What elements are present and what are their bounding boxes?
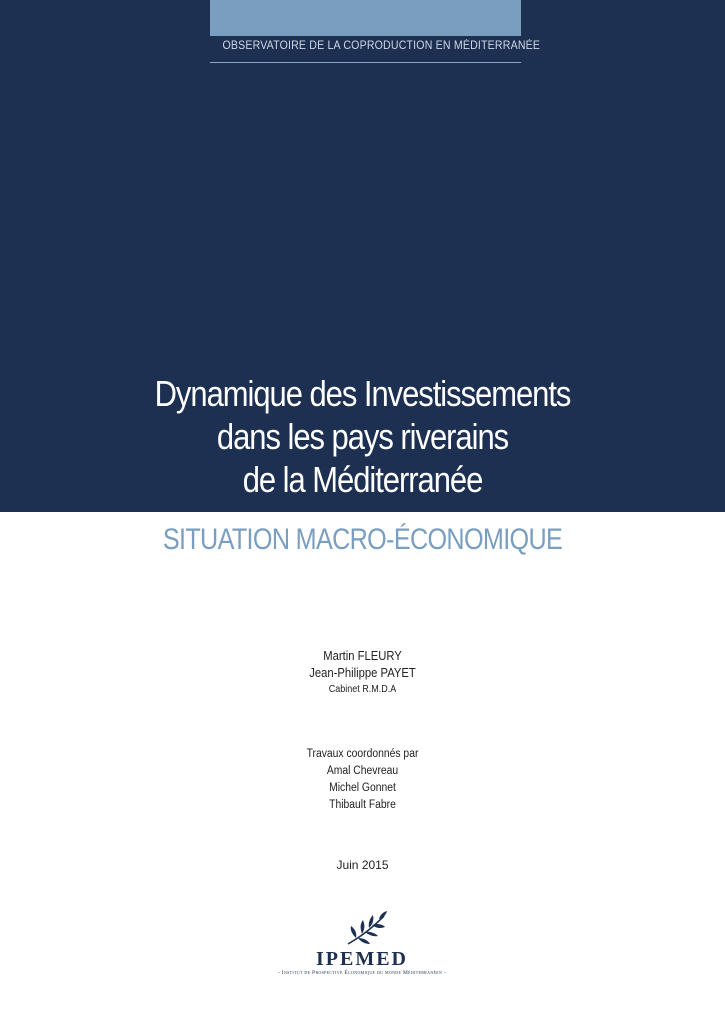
coordinator-name: Michel Gonnet <box>329 782 396 794</box>
document-subtitle: SITUATION MACRO-ÉCONOMIQUE <box>162 523 563 556</box>
ipemed-logo <box>262 910 462 985</box>
document-title <box>51 372 675 501</box>
logo-tagline: - Institut de Prospective Économique du monde Méditerranéen - <box>277 970 447 976</box>
title-line-1: Dynamique des Investissements <box>154 373 571 414</box>
series-rule <box>210 62 521 63</box>
title-line-2: dans les pays riverains <box>216 416 509 457</box>
coordinator-name: Amal Chevreau <box>326 765 399 777</box>
series-label: OBSERVATOIRE DE LA COPRODUCTION EN MÉDITERRANÉE <box>222 40 541 52</box>
header-tab <box>210 0 521 36</box>
coordinator-name: Thibault Fabre <box>329 799 396 811</box>
coordination-label: Travaux coordonnés par <box>306 748 419 760</box>
coordination-block <box>0 746 725 814</box>
authors-block <box>0 648 725 697</box>
author-name: Jean-Philippe PAYET <box>309 666 416 680</box>
olive-branch-icon <box>342 910 390 950</box>
author-organization: Cabinet R.M.D.A <box>328 684 397 695</box>
logo-name: IPEMED <box>316 948 408 970</box>
author-name: Martin FLEURY <box>323 649 402 663</box>
publication-date: Juin 2015 <box>336 858 389 872</box>
title-line-3: de la Méditerranée <box>242 459 483 500</box>
